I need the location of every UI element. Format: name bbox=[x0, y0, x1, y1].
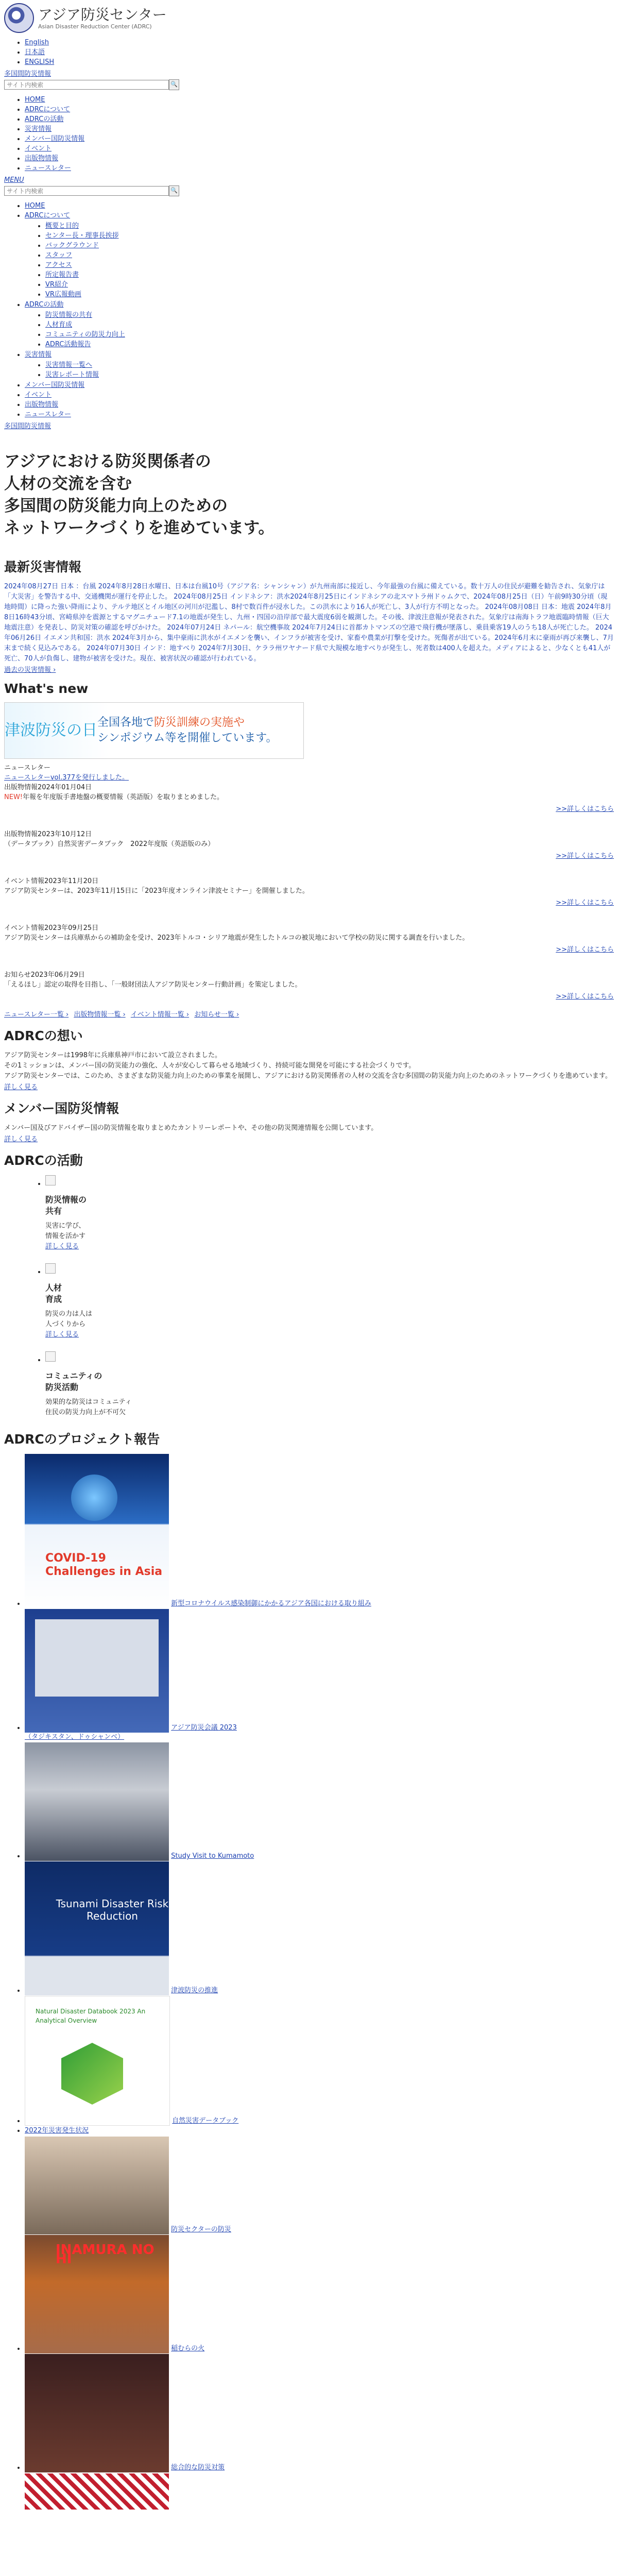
project-item[interactable] bbox=[25, 2126, 614, 2234]
member-heading: メンバー国防災情報 bbox=[4, 1101, 119, 1116]
news-more-link[interactable]: >>詳しくはこちら bbox=[556, 899, 614, 907]
project-link[interactable]: 自然災害データブック bbox=[172, 2117, 239, 2125]
activity-desc: 災害に学び、 情報を活かす bbox=[45, 1222, 86, 1240]
banner-text: 全国各地で防災訓練の実施や シンポジウム等を開催しています。 bbox=[97, 716, 278, 744]
news-item bbox=[4, 923, 614, 955]
menu-about-item[interactable]: バックグラウンド bbox=[45, 242, 99, 249]
project-link[interactable]: 防災セクターの防災 bbox=[171, 2226, 231, 2233]
site-logo[interactable] bbox=[4, 3, 614, 33]
tsunami-thumbnail bbox=[25, 1861, 169, 1995]
project-item[interactable] bbox=[25, 1996, 614, 2126]
activity-item bbox=[45, 1351, 614, 1418]
news-category: イベント情報2023年09月25日 bbox=[4, 924, 99, 932]
menu-search-input[interactable] bbox=[4, 186, 169, 196]
news-category: イベント情報2023年11月20日 bbox=[4, 877, 99, 885]
about-heading: ADRCの想い bbox=[4, 1028, 83, 1043]
news-date: 出版物情報2024年01月04日 bbox=[4, 784, 92, 791]
news-link[interactable]: ニュースレターvol.377を発行しました。 bbox=[4, 774, 129, 782]
new-badge: NEW! bbox=[4, 793, 23, 801]
news-body: 「えるほし」認定の取得を目指し、「一般財団法人アジア防災センター行動計画」を策定しました。 bbox=[4, 981, 302, 989]
news-more-link[interactable]: >>詳しくはこちら bbox=[556, 993, 614, 1001]
lang-japanese[interactable]: 日本語 bbox=[25, 48, 45, 56]
projects-heading: ADRCのプロジェクト報告 bbox=[4, 1432, 160, 1447]
project-sub-link[interactable]: （タジキスタン、ドゥシャンベ） bbox=[25, 1733, 125, 1741]
databook-thumbnail: • Natural Disaster Databook 2023 An Analytical Overview bbox=[25, 1996, 170, 2126]
menu-about-item[interactable]: スタッフ bbox=[45, 251, 73, 259]
bottom-thumbnail bbox=[25, 2473, 169, 2510]
project-link[interactable]: 総合的な防災対策 bbox=[171, 2464, 225, 2471]
activity-item bbox=[45, 1263, 614, 1340]
latest-disaster-heading: 最新災害情報 bbox=[4, 560, 82, 574]
nav-events[interactable]: イベント bbox=[25, 145, 52, 152]
menu-about-sub bbox=[45, 222, 614, 299]
site-title: アジア防災センター bbox=[38, 6, 167, 23]
notice-list-link[interactable]: お知らせ一覧 › bbox=[194, 1011, 239, 1019]
news-more-link[interactable]: >>詳しくはこちら bbox=[556, 852, 614, 860]
menu-about-item[interactable]: アクセス bbox=[45, 261, 72, 269]
menu-home[interactable]: HOME bbox=[25, 202, 45, 210]
menu-about-item[interactable]: センター長・理事長挨拶 bbox=[45, 232, 119, 240]
nav-about[interactable]: ADRCについて bbox=[25, 106, 71, 113]
menu-publications[interactable]: 出版物情報 bbox=[25, 401, 59, 409]
inamura-caption: • INAMURA NO HI bbox=[56, 2242, 154, 2267]
menu-disaster[interactable]: 災害情報 bbox=[25, 351, 52, 359]
community-icon bbox=[45, 1351, 56, 1362]
lang-english-caps[interactable]: ENGLISH bbox=[25, 58, 55, 66]
search-input[interactable] bbox=[4, 80, 169, 90]
banner-title: 津波防災の日 bbox=[5, 721, 97, 739]
news-more-link[interactable]: >>詳しくはこちら bbox=[556, 805, 614, 813]
project-item[interactable] bbox=[25, 2235, 614, 2353]
activity-desc: 効果的な防災はコミュニティ 住民の防災力向上が不可欠 bbox=[45, 1398, 132, 1416]
project-item[interactable] bbox=[25, 2354, 614, 2472]
menu-events[interactable]: イベント bbox=[25, 391, 52, 399]
menu-disaster-item[interactable]: 災害レポート情報 bbox=[45, 371, 99, 379]
inamura-thumbnail bbox=[25, 2235, 169, 2353]
past-disaster-link[interactable]: 過去の災害情報 › bbox=[4, 666, 56, 674]
menu-activities-item[interactable]: コミュニティの防災力向上 bbox=[45, 331, 125, 338]
activity-desc: 防災の力は人は 人づくりから bbox=[45, 1310, 93, 1328]
menu-toggle-button[interactable]: MENU bbox=[4, 176, 24, 184]
project-link[interactable]: 新型コロナウイルス感染制御にかかるアジア各国における取り組み bbox=[171, 1600, 371, 1607]
hero-line: 人材の交流を含む bbox=[4, 474, 132, 493]
top-search bbox=[4, 79, 614, 90]
comprehensive-thumbnail bbox=[25, 2354, 169, 2472]
study-visit-thumbnail bbox=[25, 1742, 169, 1861]
activity-title: • 人材 育成 bbox=[45, 1283, 62, 1304]
nav-newsletter[interactable]: ニュースレター bbox=[25, 164, 71, 172]
tsunami-day-banner[interactable] bbox=[4, 702, 304, 759]
info-sharing-icon bbox=[45, 1175, 56, 1185]
menu-about-item[interactable]: VR広報動画 bbox=[45, 291, 81, 298]
activity-title: • 防災情報の 共有 bbox=[45, 1195, 87, 1216]
project-link[interactable]: 稲むらの火 bbox=[171, 2345, 205, 2352]
nav-disaster-info[interactable]: 災害情報 bbox=[25, 125, 52, 133]
menu-activities-item[interactable]: 防災情報の共有 bbox=[45, 311, 93, 319]
menu-member[interactable]: メンバー国防災情報 bbox=[25, 381, 85, 389]
news-body: （データブック）自然災害データブック 2022年度版（英語版のみ） bbox=[4, 840, 215, 848]
covid-caption: • COVID-19 Challenges in Asia bbox=[45, 1552, 163, 1578]
menu-about-item[interactable]: 所定報告書 bbox=[45, 271, 79, 279]
search-icon[interactable]: 🔍 bbox=[169, 79, 179, 90]
news-body: アジア防災センターは兵庫県からの補助金を受け、2023年トルコ・シリア地震が発生したトルコの被災地において学校の防災に関する調査を行いました。 bbox=[4, 934, 469, 942]
news-list-links bbox=[4, 1009, 614, 1019]
multinational-link[interactable]: 多国間防災情報 bbox=[4, 70, 52, 78]
project-link[interactable]: アジア防災会議 2023 bbox=[171, 1724, 237, 1732]
menu-about[interactable]: ADRCについて bbox=[25, 212, 71, 219]
nav-activities[interactable]: ADRCの活動 bbox=[25, 115, 64, 123]
menu-newsletter[interactable]: ニュースレター bbox=[25, 411, 71, 418]
activity-more-link[interactable]: 詳しく見る bbox=[45, 1243, 79, 1250]
adrc-conference-thumbnail bbox=[25, 1609, 169, 1733]
hero-line: アジアにおける防災関係者の bbox=[4, 452, 211, 471]
menu-search-icon[interactable]: 🔍 bbox=[169, 185, 179, 196]
whats-new-heading: What's new bbox=[4, 681, 89, 696]
publication-list-link[interactable]: 出版物情報一覧 › bbox=[74, 1011, 126, 1019]
menu-nav bbox=[25, 201, 614, 419]
project-link[interactable]: 津波防災の推進 bbox=[171, 1987, 218, 1994]
news-more-link[interactable]: >>詳しくはこちら bbox=[556, 946, 614, 954]
menu-activities[interactable]: ADRCの活動 bbox=[25, 301, 64, 309]
news-item bbox=[4, 763, 614, 814]
project-item[interactable] bbox=[25, 1454, 614, 1608]
news-category: ニュースレター bbox=[4, 764, 50, 772]
member-text: メンバー国及びアドバイザー国の防災情報を取りまとめたカントリーレポートや、その他の防災関連情報を公開しています。 bbox=[4, 1124, 378, 1132]
menu-search bbox=[4, 185, 614, 196]
nav-member-info[interactable]: メンバー国防災情報 bbox=[25, 135, 85, 143]
site-subtitle: Asian Disaster Reduction Center (ADRC) bbox=[38, 23, 152, 30]
hero-line: 多国間の防災能力向上のための bbox=[4, 497, 228, 515]
event-list-link[interactable]: イベント情報一覧 › bbox=[130, 1011, 190, 1019]
disaster-stat-link[interactable]: 2022年災害発生状況 bbox=[25, 2127, 89, 2134]
newsletter-list-link[interactable]: ニュースレター一覧 › bbox=[4, 1011, 69, 1019]
project-item[interactable] bbox=[25, 1609, 614, 1742]
news-body: アジア防災センターは、2023年11月15日に「2023年度オンライン津波セミナー」を開催しました。 bbox=[4, 887, 309, 895]
member-more-link[interactable]: 詳しく見る bbox=[4, 1136, 38, 1143]
news-category: 出版物情報2023年10月12日 bbox=[4, 831, 92, 838]
activities-list bbox=[25, 1175, 614, 1418]
adrc-logo-icon bbox=[4, 3, 34, 33]
menu-multinational-link[interactable]: 多国間防災情報 bbox=[4, 422, 52, 430]
news-item bbox=[4, 829, 614, 861]
about-text: アジア防災センターは1998年に兵庫県神戸市において設立されました。 その1ミッションは、メンバー国の防災能力の強化、人々が安心して暮らせる地域づくり、持続可能な開発を可能にする社会づくりです。 アジア防災センターでは、このため、さまざまな防災能力向上のための事業を展開し、アジアにおける防災関係者の人材の交流を含む多国間の防災能力向上のためのネットワークづくりを進めています。 bbox=[4, 1052, 612, 1080]
top-nav bbox=[25, 95, 614, 173]
about-more-link[interactable]: 詳しく見る bbox=[4, 1083, 38, 1091]
news-item bbox=[4, 876, 614, 908]
activity-title: • コミュニティの 防災活動 bbox=[45, 1371, 102, 1392]
menu-activities-item[interactable]: 人材育成 bbox=[45, 321, 73, 329]
menu-activities-sub bbox=[45, 311, 614, 349]
menu-disaster-sub bbox=[45, 361, 614, 380]
medical-thumbnail bbox=[25, 2137, 169, 2234]
menu-activities-item[interactable]: ADRC活動報告 bbox=[45, 341, 91, 348]
news-body: 年報を年度版手書地盤の概要情報（英語版）を取りまとめました。 bbox=[23, 793, 224, 801]
nav-publications[interactable]: 出版物情報 bbox=[25, 155, 59, 162]
latest-disaster-text[interactable]: 2024年08月27日 日本 ：台風 2024年8月28日水曜日、日本は台風10号（アジア名：シャンシャン）が九州南部に接近し、今年最強の台風に備えている。数十万人の住民が避難を勧告され、気象庁は「大災害」を警告する中、交通機関が運行を停止した。 2024年08月25日 インドネシア：洪水2024年8月25日にインドネシアの北スマトラ州ドゥムクで、2024年08月25日（日）午前9時30分頃（現地時間）に降った強い降雨により、テルテ地区とイル地区の河川が氾濫し、8村で数百件が浸水した。この洪水により16人が死亡し、3人が行方不明となった。 2024年08月08日 日本：地震 2024年8月8日16時43分頃、宮崎県沖を震源とするマグニチュード7.1の地震が発生し、九州・四国の沿岸部で最大震度6弱を観測した。その後、津波注意報が発表された。気象庁は南海トラフ地震臨時情報（巨大地震注意）を発表し、防災対策の確認を呼びかけた。 2024年07月24日 ネパール：航空機事故 2024年7月24日に首都カトマンズの空港で飛行機が墜落し、乗員乗客19人のうち18人が死亡した。 2024年06月26日 イエメン共和国：洪水 2024年3月から、集中豪雨に洪水がイエメンを襲い、インフラが被害を受け、家畜や農業が打撃を受けた。死傷者が出ている。2024年6月末に豪雨が再び来襲し、7月末まで続く見込みである。 2024年07月30日 インド：地すべり 2024年7月30日、ケララ州ワヤナード県で大規模な地すべりが発生し、死者数は400人を超えた。メディアによると、少なくとも41人が死亡、70人が負傷し、建物が被害を受けた。現在、被害状況の確認が行われている。 bbox=[4, 583, 614, 663]
menu-about-item[interactable]: 概要と目的 bbox=[45, 222, 79, 230]
nav-home[interactable]: HOME bbox=[25, 96, 45, 104]
covid-thumbnail bbox=[25, 1454, 169, 1608]
projects-list bbox=[25, 1454, 614, 2472]
menu-disaster-item[interactable]: 災害情報一覧へ bbox=[45, 361, 93, 369]
news-item bbox=[4, 970, 614, 1002]
activities-heading: ADRCの活動 bbox=[4, 1153, 83, 1168]
language-list bbox=[25, 38, 614, 67]
hero-message bbox=[4, 451, 614, 539]
activity-item bbox=[45, 1175, 614, 1252]
project-link[interactable]: Study Visit to Kumamoto bbox=[171, 1852, 254, 1860]
project-item[interactable] bbox=[25, 1861, 614, 1995]
news-category: お知らせ2023年06月29日 bbox=[4, 971, 85, 979]
project-item[interactable] bbox=[25, 1742, 614, 1861]
menu-about-item[interactable]: VR紹介 bbox=[45, 281, 68, 289]
human-resource-icon bbox=[45, 1263, 56, 1274]
hero-line: ネットワークづくりを進めています。 bbox=[4, 519, 274, 537]
activity-more-link[interactable]: 詳しく見る bbox=[45, 1331, 79, 1338]
lang-english[interactable]: English bbox=[25, 39, 49, 46]
tsunami-caption: • Tsunami Disaster Risk Reduction bbox=[56, 1897, 169, 1922]
